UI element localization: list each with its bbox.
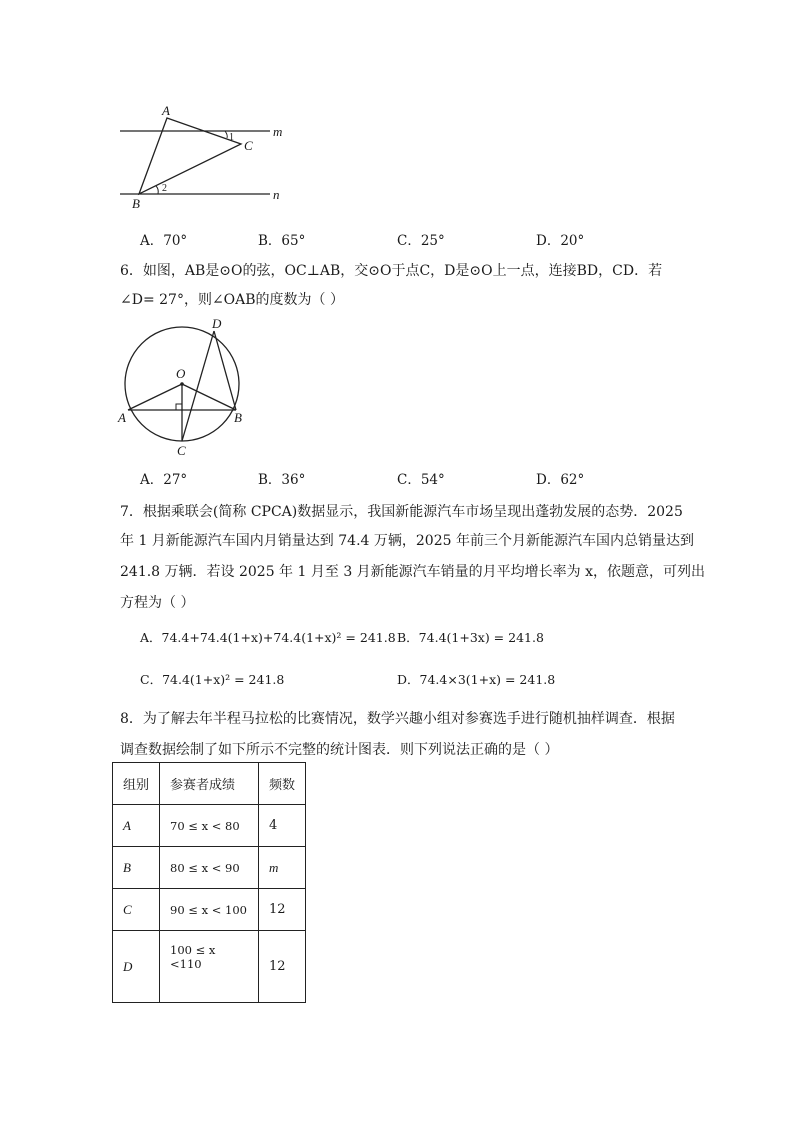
- q7-stem-line2: 年 1 月新能源汽车国内月销量达到 74.4 万辆，2025 年前三个月新能源汽车国内总销量达到: [120, 533, 694, 549]
- q7-stem-line4: 方程为（ ）: [120, 595, 195, 611]
- angle-1-arc: [225, 131, 227, 138]
- q7-option-c: C．74.4(1+x)² = 241.8: [140, 672, 285, 687]
- label-C2: C: [177, 443, 186, 458]
- table-header-row: [113, 763, 306, 805]
- row-frequency: 4: [259, 805, 306, 847]
- q5-option-c: C．25°: [397, 233, 445, 249]
- q7-stem-line3: 241.8 万辆．若设 2025 年 1 月至 3 月新能源汽车销量的月平均增长率为 x，依题意，可列出: [120, 564, 706, 580]
- q7-option-b: B．74.4(1+3x) = 241.8: [397, 630, 544, 645]
- parallel-lines-figure: [110, 100, 300, 215]
- table-row: [113, 931, 306, 1003]
- label-angle2: 2: [162, 183, 167, 194]
- row-score: 90 ≤ x < 100: [160, 889, 259, 931]
- row-group: C: [113, 889, 160, 931]
- q7-stem-line1: 7．根据乘联会(简称 CPCA)数据显示，我国新能源汽车市场呈现出蓬勃发展的态势．2025: [120, 504, 683, 520]
- table-row: [113, 805, 306, 847]
- label-A2: A: [118, 410, 126, 425]
- label-D: D: [212, 316, 222, 331]
- label-n: n: [273, 187, 280, 202]
- q5-option-a: A．70°: [140, 233, 188, 249]
- label-m: m: [273, 124, 283, 139]
- row-frequency: m: [259, 847, 306, 889]
- label-B2: B: [234, 410, 242, 425]
- label-B: B: [132, 196, 140, 211]
- header-frequency: 频数: [259, 763, 306, 805]
- row-frequency: 12: [259, 931, 306, 1003]
- q6-option-c: C．54°: [397, 472, 445, 488]
- label-angle1: 1: [229, 132, 234, 143]
- q5-option-d: D．20°: [536, 233, 585, 249]
- q6-option-d: D．62°: [536, 472, 585, 488]
- circle-figure: [112, 314, 252, 459]
- label-C: C: [244, 138, 253, 153]
- q8-stem-line1: 8．为了解去年半程马拉松的比赛情况，数学兴趣小组对参赛选手进行随机抽样调查．根据: [120, 711, 675, 727]
- q7-option-d: D．74.4×3(1+x) = 241.8: [397, 672, 556, 687]
- q5-option-b: B．65°: [258, 233, 306, 249]
- header-score: 参赛者成绩: [160, 763, 259, 805]
- q6-stem-line1: 6．如图，AB是⊙O的弦，OC⊥AB，交⊙O于点C，D是⊙O上一点，连接BD，CD．若: [120, 263, 663, 279]
- row-group: B: [113, 847, 160, 889]
- row-score: 70 ≤ x < 80: [160, 805, 259, 847]
- frequency-table: [112, 762, 306, 1003]
- table-row: [113, 889, 306, 931]
- q6-option-b: B．36°: [258, 472, 306, 488]
- label-A: A: [162, 103, 170, 118]
- label-O: O: [176, 366, 186, 381]
- row-score: 80 ≤ x < 90: [160, 847, 259, 889]
- triangle-abc: [139, 118, 241, 194]
- table-row: [113, 847, 306, 889]
- q7-option-a: A．74.4+74.4(1+x)+74.4(1+x)² = 241.8: [140, 630, 396, 645]
- header-group: 组别: [113, 763, 160, 805]
- q6-stem-line2: ∠D= 27°，则∠OAB的度数为（ ）: [120, 292, 345, 308]
- angle-2-arc: [156, 186, 158, 194]
- row-group: A: [113, 805, 160, 847]
- row-group: D: [113, 931, 160, 1003]
- q8-stem-line2: 调查数据绘制了如下所示不完整的统计图表．则下列说法正确的是（ ）: [120, 742, 559, 758]
- q6-option-a: A．27°: [140, 472, 188, 488]
- row-frequency: 12: [259, 889, 306, 931]
- row-score: 100 ≤ x <110: [160, 931, 259, 1003]
